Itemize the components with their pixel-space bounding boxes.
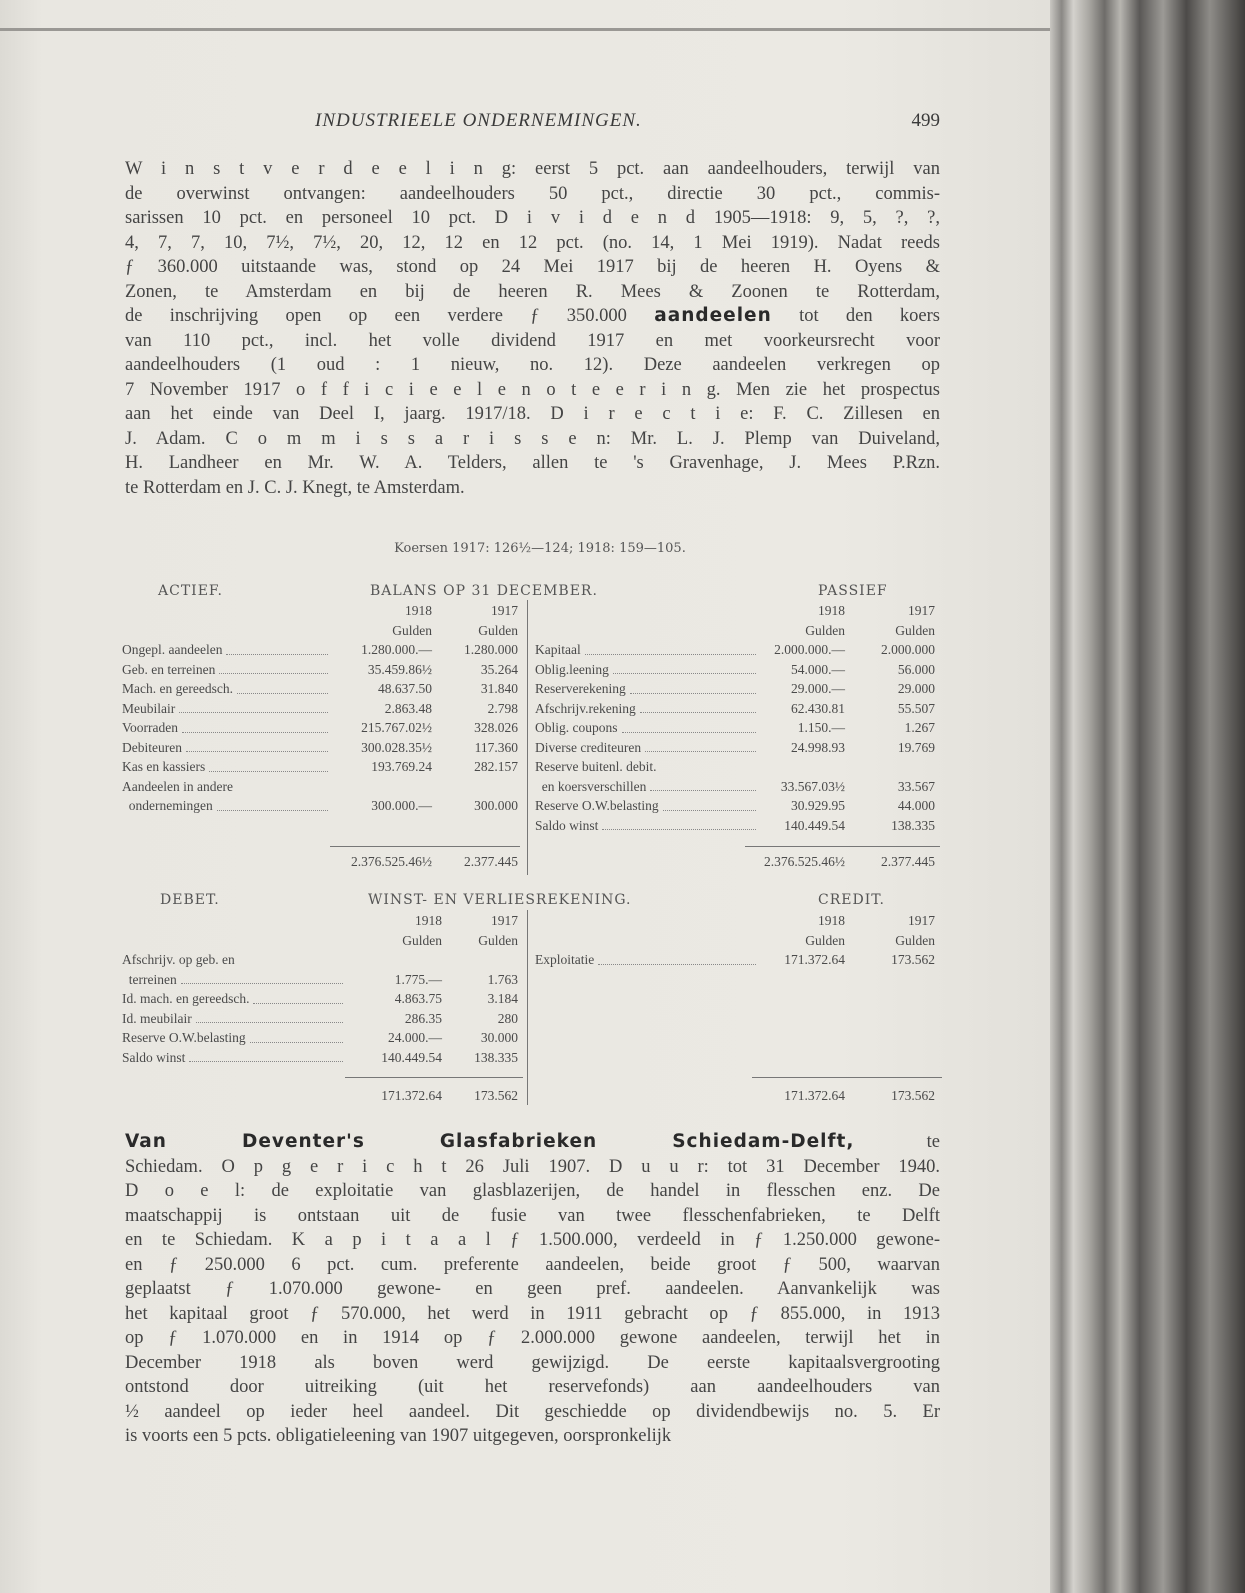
table-row — [122, 757, 518, 777]
value-1917: 2.798 — [487, 700, 518, 716]
label-text: Diverse crediteuren — [535, 739, 642, 755]
text-line: is voorts een 5 pcts. obligatieleening van 1907 uitgegeven, oorspronkelijk — [125, 1426, 672, 1446]
value-1917: 19.769 — [897, 739, 935, 755]
total-1918: 171.372.64 — [381, 1088, 442, 1103]
leader-dots — [196, 1009, 343, 1024]
label-text: Saldo winst — [535, 817, 599, 833]
label-text: Oblig. coupons — [535, 720, 618, 735]
spacer — [122, 931, 347, 951]
value-1918: 2.863.48 — [384, 700, 432, 716]
table-row — [122, 989, 518, 1009]
value-1918: 140.449.54 — [784, 817, 845, 833]
actief-caption: ACTIEF. — [158, 583, 223, 599]
value-1918: 2.000.000.— — [774, 642, 845, 657]
table-row — [122, 738, 518, 758]
leader-dots — [209, 757, 328, 772]
year-1917: 1917 — [908, 913, 935, 928]
table-row — [535, 816, 935, 836]
debet-total — [122, 1086, 518, 1106]
leader-dots — [250, 1028, 343, 1043]
text-line: en te Schiedam. K a p i t a a l ƒ 1.500.000, verdeeld in ƒ 1.250.000 gewone- — [125, 1230, 940, 1250]
text-line — [125, 304, 940, 329]
table-row — [122, 1048, 518, 1068]
value-1918 — [347, 950, 442, 970]
credit-table — [535, 911, 935, 970]
label-text: Kas en kassiers — [122, 759, 206, 774]
value-1918: 215.767.02½ — [361, 720, 432, 735]
row-label — [122, 989, 347, 1009]
year-1917: 1917 — [908, 603, 935, 618]
leader-dots — [602, 816, 756, 831]
label-text: ondernemingen — [122, 798, 213, 813]
table-row — [535, 640, 935, 660]
row-label — [122, 738, 332, 758]
row-label — [535, 757, 760, 777]
value-1917: 55.507 — [897, 700, 935, 716]
text-line: en ƒ 250.000 6 pct. cum. preferente aandeelen, beide groot ƒ 500, waarvan — [125, 1254, 940, 1275]
table-row — [535, 796, 935, 816]
spacer — [535, 621, 760, 641]
value-1917: 138.335 — [891, 817, 935, 833]
table-row — [122, 660, 518, 680]
value-1917: 117.360 — [474, 739, 518, 755]
row-label — [122, 1009, 347, 1029]
unit-label: Gulden — [392, 622, 432, 638]
page-number: 499 — [911, 110, 940, 131]
unit-header — [535, 931, 935, 951]
table-row — [535, 718, 935, 738]
label-text: Saldo winst — [122, 1049, 186, 1065]
table-row — [535, 757, 935, 777]
label-text: Debiteuren — [122, 739, 182, 755]
row-label — [122, 757, 332, 777]
text-line: van 110 pct., incl. het volle dividend 1917 en met voorkeursrecht voor — [125, 330, 940, 351]
table-row — [122, 718, 518, 738]
value-1917: 138.335 — [474, 1049, 518, 1065]
unit-header — [122, 931, 518, 951]
total-rule — [745, 846, 940, 847]
label-text: Afschrijv. op geb. en — [122, 952, 235, 967]
row-label — [535, 796, 760, 816]
text-segment: te — [854, 1132, 940, 1152]
unit-label: Gulden — [402, 932, 442, 948]
passief-table — [535, 601, 935, 835]
value-1918: 300.000.— — [371, 798, 432, 813]
label-text: Meubilair — [122, 700, 176, 716]
value-1917: 280 — [497, 1010, 518, 1026]
spacer — [535, 911, 760, 931]
leader-dots — [598, 950, 756, 965]
value-1917: 35.264 — [480, 661, 518, 677]
text-line: December 1918 als boven werd gewijzigd. De eerste kapitaalsvergrooting — [125, 1352, 940, 1373]
label-text: Oblig.leening — [535, 661, 609, 677]
text-line: H. Landheer en Mr. W. A. Telders, allen te 's Gravenhage, J. Mees P.Rzn. — [125, 453, 940, 473]
label-text: Reserve O.W.belasting — [122, 1030, 246, 1045]
unit-header — [535, 621, 935, 641]
label-text: Afschrijv.rekening — [535, 700, 636, 716]
value-1918: 140.449.54 — [381, 1049, 442, 1065]
leader-dots — [186, 738, 328, 753]
value-1918: 300.028.35½ — [361, 739, 432, 755]
leader-dots — [182, 718, 328, 733]
year-header — [535, 601, 935, 621]
text-line: ½ aandeel op ieder heel aandeel. Dit geschiedde op dividendbewijs no. 5. Er — [125, 1401, 940, 1422]
label-text: Aandeelen in andere — [122, 778, 233, 794]
value-1918: 171.372.64 — [784, 952, 845, 967]
text-line: maatschappij is ontstaan uit de fusie van twee flesschenfabrieken, te Delft — [125, 1205, 940, 1226]
year-header — [535, 911, 935, 931]
spacer — [122, 911, 347, 931]
company-paragraph-1 — [125, 157, 940, 500]
leader-dots — [663, 796, 756, 811]
text-line: te Rotterdam en J. C. J. Knegt, te Amsterdam. — [125, 477, 465, 498]
unit-label: Gulden — [895, 932, 935, 948]
row-label — [535, 777, 760, 797]
row-label — [122, 679, 332, 699]
leader-dots — [622, 718, 757, 733]
value-1918: 48.637.50 — [378, 681, 432, 696]
text-line: ontstond door uitreiking (uit het reservefonds) aan aandeelhouders van — [125, 1377, 940, 1397]
row-label — [122, 970, 347, 990]
spacer — [535, 931, 760, 951]
leader-dots — [226, 640, 328, 655]
leader-dots — [219, 660, 328, 675]
total-rule — [345, 1077, 523, 1078]
text-line: D o e l: de exploitatie van glasblazerijen, de handel in flesschen enz. De — [125, 1181, 940, 1201]
year-1918: 1918 — [405, 603, 432, 618]
text-line: J. Adam. C o m m i s s a r i s s e n: Mr. L. J. Plemp van Duiveland, — [125, 428, 940, 449]
value-1918: 29.000.— — [791, 681, 845, 696]
label-text: Exploitatie — [535, 952, 595, 967]
value-1917: 1.267 — [904, 720, 935, 735]
value-1918 — [760, 757, 845, 777]
spacer — [122, 601, 332, 621]
value-1918: 33.567.03½ — [780, 778, 845, 794]
row-label — [535, 950, 760, 970]
value-1918: 1.775.— — [394, 971, 442, 987]
running-title: INDUSTRIEELE ONDERNEMINGEN. — [315, 110, 642, 131]
value-1918: 1.150.— — [797, 720, 845, 735]
table-row — [122, 640, 518, 660]
credit-total — [535, 1086, 935, 1106]
year-1917: 1917 — [491, 913, 518, 928]
label-text: Ongepl. aandeelen — [122, 642, 223, 657]
bold-term: aandeelen — [654, 305, 772, 326]
table-row — [535, 738, 935, 758]
leader-dots — [630, 679, 756, 694]
value-1917: 31.840 — [480, 681, 518, 696]
text-line: 7 November 1917 o f f i c i e e l e n o t e e r i n g. Men zie het prospectus — [125, 379, 940, 400]
row-label — [122, 777, 332, 797]
value-1917 — [432, 777, 518, 797]
text-line: aandeelhouders (1 oud : 1 nieuw, no. 12). Deze aandeelen verkregen op — [125, 355, 940, 375]
row-label — [535, 816, 760, 836]
value-1917: 2.000.000 — [881, 642, 935, 657]
table-row — [122, 970, 518, 990]
text-line: op ƒ 1.070.000 en in 1914 op ƒ 2.000.000 gewone aandeelen, terwijl het in — [125, 1328, 940, 1348]
unit-label: Gulden — [805, 622, 845, 638]
leader-dots — [640, 699, 756, 714]
total-1918: 2.376.525.46½ — [764, 854, 845, 869]
leader-dots — [613, 660, 756, 675]
total-rule — [330, 846, 520, 847]
value-1917: 29.000 — [897, 681, 935, 696]
unit-label: Gulden — [478, 932, 518, 948]
year-1918: 1918 — [818, 603, 845, 618]
table-row — [122, 796, 518, 816]
label-text: en koersverschillen — [535, 778, 647, 794]
leader-dots — [189, 1048, 343, 1063]
value-1918: 62.430.81 — [791, 700, 845, 716]
label-text: Mach. en gereedsch. — [122, 681, 233, 696]
total-1917: 173.562 — [474, 1088, 518, 1103]
value-1917 — [442, 950, 518, 970]
table-row — [122, 1009, 518, 1029]
total-1917: 2.377.445 — [881, 854, 935, 869]
label-text: Geb. en terreinen — [122, 661, 216, 677]
table-row — [122, 1028, 518, 1048]
value-1917 — [845, 757, 935, 777]
row-label — [122, 1048, 347, 1068]
text-line — [125, 1130, 940, 1155]
label-text: Kapitaal — [535, 642, 581, 657]
credit-caption: CREDIT. — [818, 892, 885, 908]
row-label — [535, 660, 760, 680]
row-label — [122, 640, 332, 660]
year-1918: 1918 — [818, 913, 845, 928]
text-segment: tot den koers — [771, 306, 941, 326]
koersen-line: Koersen 1917: 126½—124; 1918: 159—105. — [394, 541, 686, 556]
label-text: Voorraden — [122, 720, 178, 735]
total-1917: 173.562 — [891, 1088, 935, 1103]
table-row — [535, 950, 935, 970]
value-1917: 44.000 — [897, 798, 935, 813]
book-edge — [1050, 0, 1245, 1593]
value-1918: 24.998.93 — [791, 739, 845, 755]
leader-dots — [237, 679, 328, 694]
text-line: W i n s t v e r d e e l i n g: eerst 5 pct. aan aandeelhouders, terwijl van — [125, 159, 940, 179]
value-1917: 30.000 — [480, 1030, 518, 1045]
unit-header — [122, 621, 518, 641]
text-line: 4, 7, 7, 10, 7½, 7½, 20, 12, 12 en 12 pct. (no. 14, 1 Mei 1919). Nadat reeds — [125, 232, 940, 253]
value-1917: 300.000 — [474, 798, 518, 813]
leader-dots — [585, 640, 756, 655]
row-label — [122, 718, 332, 738]
scan-border — [0, 28, 1050, 31]
column-divider — [527, 600, 528, 875]
row-label — [122, 660, 332, 680]
text-line: ƒ 360.000 uitstaande was, stond op 24 Mei 1917 bij de heeren H. Oyens & — [125, 257, 940, 277]
bold-term: Van Deventer's Glasfabrieken Schiedam-Delft, — [125, 1131, 855, 1152]
table-row — [122, 777, 518, 797]
text-line: sarissen 10 pct. en personeel 10 pct. D i v i d e n d 1905—1918: 9, 5, ?, ?, — [125, 208, 940, 228]
year-1918: 1918 — [415, 913, 442, 928]
value-1918: 30.929.95 — [791, 798, 845, 813]
value-1917: 328.026 — [474, 720, 518, 735]
year-1917: 1917 — [491, 603, 518, 618]
value-1918: 4.863.75 — [394, 991, 442, 1006]
unit-label: Gulden — [895, 622, 935, 638]
text-line: de overwinst ontvangen: aandeelhouders 50 pct., directie 30 pct., commis- — [125, 183, 940, 204]
wv-title: WINST- EN VERLIESREKENING. — [368, 892, 632, 908]
value-1917: 1.280.000 — [464, 642, 518, 657]
value-1918: 54.000.— — [791, 661, 845, 677]
row-label — [122, 950, 347, 970]
text-line: geplaatst ƒ 1.070.000 gewone- en geen pref. aandeelen. Aanvankelijk was — [125, 1279, 940, 1299]
leader-dots — [179, 699, 328, 714]
total-1918: 171.372.64 — [784, 1088, 845, 1103]
text-line: Zonen, te Amsterdam en bij de heeren R. Mees & Zoonen te Rotterdam, — [125, 281, 940, 302]
leader-dots — [645, 738, 756, 753]
leader-dots — [253, 989, 343, 1004]
column-divider — [527, 910, 528, 1105]
value-1917: 33.567 — [897, 778, 935, 794]
text-line: het kapitaal groot ƒ 570.000, het werd in 1911 gebracht op ƒ 855.000, in 1913 — [125, 1303, 940, 1324]
actief-total — [122, 852, 518, 872]
balans-title: BALANS OP 31 DECEMBER. — [370, 583, 598, 599]
table-row — [122, 950, 518, 970]
label-text: Reserve buitenl. debit. — [535, 759, 657, 774]
leader-dots — [217, 796, 328, 811]
value-1918: 286.35 — [404, 1010, 442, 1026]
value-1917: 3.184 — [487, 991, 518, 1006]
value-1917: 56.000 — [897, 661, 935, 677]
label-text: Reserverekening — [535, 681, 626, 696]
value-1918: 35.459.86½ — [367, 661, 432, 677]
debet-table — [122, 911, 518, 1067]
label-text: Reserve O.W.belasting — [535, 798, 659, 813]
actief-table — [122, 601, 518, 816]
text-line: Schiedam. O p g e r i c h t 26 Juli 1907. D u u r: tot 31 December 1940. — [125, 1156, 940, 1177]
value-1917: 1.763 — [487, 971, 518, 987]
table-row — [122, 679, 518, 699]
value-1917: 173.562 — [891, 952, 935, 967]
text-segment: de inschrijving open op een verdere ƒ 350.000 — [125, 306, 655, 326]
table-row — [535, 777, 935, 797]
row-label — [535, 718, 760, 738]
row-label — [122, 1028, 347, 1048]
debet-caption: DEBET. — [160, 892, 220, 908]
total-rule — [752, 1077, 942, 1078]
row-label — [122, 699, 332, 719]
value-1918 — [332, 777, 432, 797]
value-1917: 282.157 — [474, 759, 518, 774]
value-1918: 193.769.24 — [371, 759, 432, 774]
year-header — [122, 601, 518, 621]
total-1918: 2.376.525.46½ — [351, 854, 432, 869]
unit-label: Gulden — [478, 622, 518, 638]
passief-caption: PASSIEF — [818, 583, 888, 599]
spacer — [535, 601, 760, 621]
row-label — [535, 640, 760, 660]
company-paragraph-2 — [125, 1130, 940, 1449]
spacer — [122, 621, 332, 641]
table-row — [535, 699, 935, 719]
row-label — [535, 738, 760, 758]
table-row — [535, 660, 935, 680]
text-line: aan het einde van Deel I, jaarg. 1917/18. D i r e c t i e: F. C. Zillesen en — [125, 404, 940, 424]
label-text: Id. mach. en gereedsch. — [122, 991, 250, 1006]
unit-label: Gulden — [805, 932, 845, 948]
row-label — [535, 699, 760, 719]
leader-dots — [181, 970, 343, 985]
year-header — [122, 911, 518, 931]
label-text: Id. meubilair — [122, 1010, 192, 1026]
table-row — [122, 699, 518, 719]
value-1918: 1.280.000.— — [361, 642, 432, 657]
leader-dots — [650, 777, 756, 792]
label-text: terreinen — [122, 971, 177, 987]
total-1917: 2.377.445 — [464, 854, 518, 869]
table-row — [535, 679, 935, 699]
passief-total — [535, 852, 935, 872]
row-label — [535, 679, 760, 699]
value-1918: 24.000.— — [388, 1030, 442, 1045]
row-label — [122, 796, 332, 816]
